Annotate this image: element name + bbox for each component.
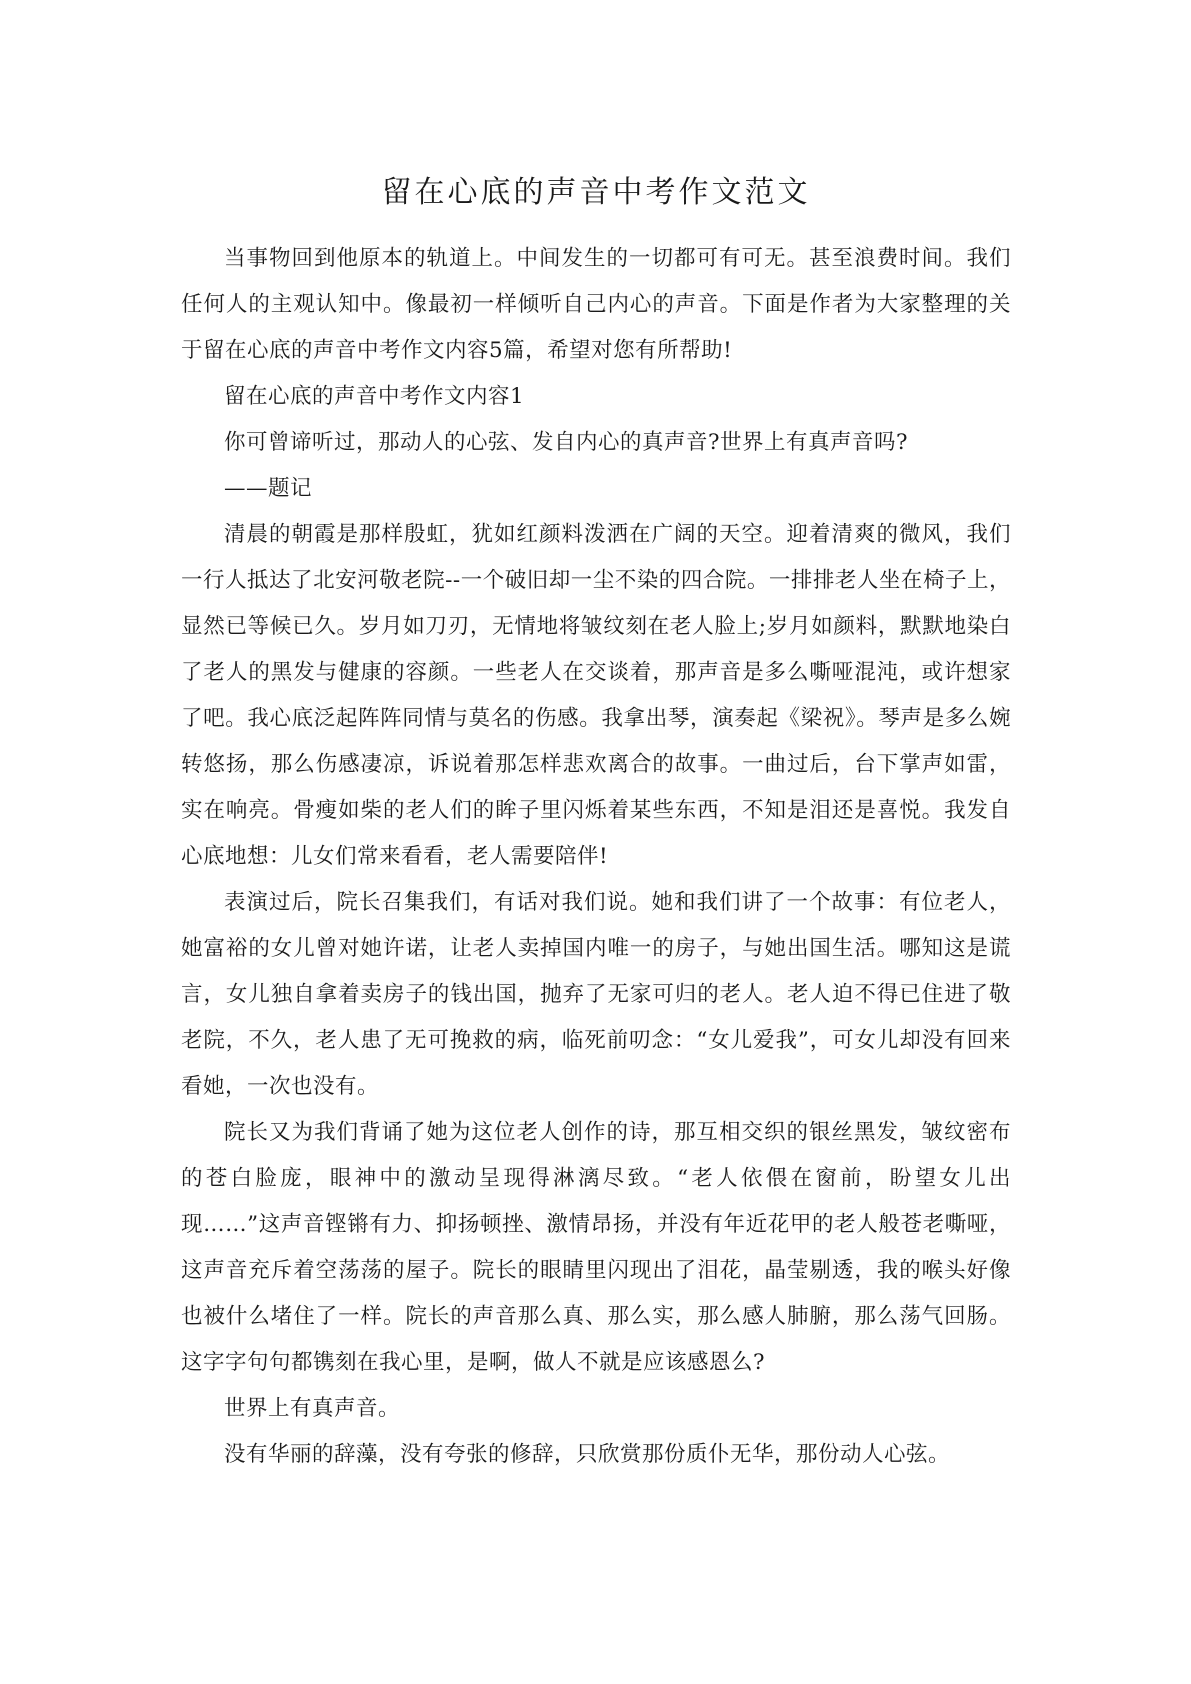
body-paragraph: 没有华丽的辞藻，没有夸张的修辞，只欣赏那份质仆无华，那份动人心弦。 (224, 1442, 951, 1467)
document-page (181, 168, 1011, 1478)
body-paragraph: 清晨的朝霞是那样殷虹，犹如红颜料泼洒在广阔的天空。迎着清爽的微风，我们一行人抵达了北安河敬老院--一个破旧却一尘不染的四合院。一排排老人坐在椅子上，显然已等候已久。岁月如刀刃，无情地将皱纹刻在老人脸上;岁月如颜料，默默地染白了老人的黑发与健康的容颜。一些老人在交谈着，那声音是多么嘶哑混沌，或许想家了吧。我心底泛起阵阵同情与莫名的伤感。我拿出琴，演奏起《梁祝》。琴声是多么婉转悠扬，那么伤感凄凉，诉说着那怎样悲欢离合的故事。一曲过后，台下掌声如雷，实在响亮。骨瘦如柴的老人们的眸子里闪烁着某些东西，不知是泪还是喜悦。我发自心底地想：儿女们常来看看，老人需要陪伴! (181, 522, 1011, 869)
section-heading: 留在心底的声音中考作文内容1 (224, 384, 525, 409)
page-title: 留在心底的声音中考作文范文 (381, 175, 811, 210)
intro-paragraph: 当事物回到他原本的轨道上。中间发生的一切都可有可无。甚至浪费时间。我们任何人的主观认知中。像最初一样倾听自己内心的声音。下面是作者为大家整理的关于留在心底的声音中考作文内容5篇，希望对您有所帮助! (181, 246, 1011, 363)
epigraph-paragraph: 你可曾谛听过，那动人的心弦、发自内心的真声音?世界上有真声音吗? (224, 430, 909, 455)
body-paragraph: 世界上有真声音。 (224, 1396, 401, 1421)
body-paragraph: 表演过后，院长召集我们，有话对我们说。她和我们讲了一个故事：有位老人，她富裕的女儿曾对她许诺，让老人卖掉国内唯一的房子，与她出国生活。哪知这是谎言，女儿独自拿着卖房子的钱出国，抛弃了无家可归的老人。老人迫不得已住进了敬老院，不久，老人患了无可挽救的病，临死前叨念：“女儿爱我”，可女儿却没有回来看她，一次也没有。 (181, 890, 1011, 1099)
epigraph-attribution: ——题记 (224, 476, 313, 501)
body-paragraph: 院长又为我们背诵了她为这位老人创作的诗，那互相交织的银丝黑发，皱纹密布的苍白脸庞，眼神中的激动呈现得淋漓尽致。“老人依偎在窗前，盼望女儿出现……”这声音铿锵有力、抑扬顿挫、激情昂扬，并没有年近花甲的老人般苍老嘶哑，这声音充斥着空荡荡的屋子。院长的眼睛里闪现出了泪花，晶莹剔透，我的喉头好像也被什么堵住了一样。院长的声音那么真、那么实，那么感人肺腑，那么荡气回肠。这字字句句都镌刻在我心里，是啊，做人不就是应该感恩么? (181, 1120, 1011, 1375)
